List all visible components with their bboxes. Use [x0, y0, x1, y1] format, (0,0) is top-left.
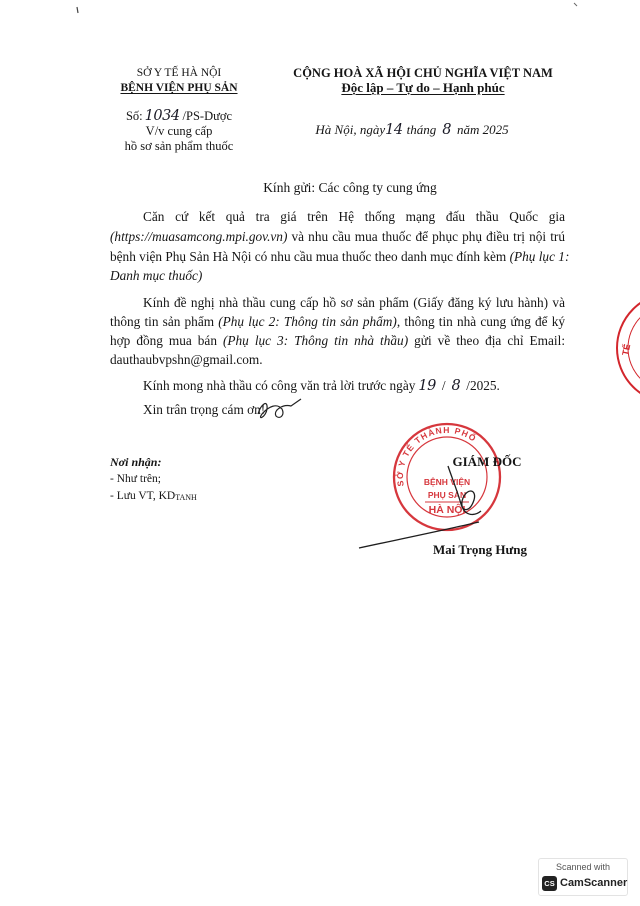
distribution-item: - Như trên; — [110, 473, 161, 485]
closing-line: Xin trân trọng cám ơn! — [143, 402, 266, 417]
watermark-brand: CamScanner — [560, 877, 628, 889]
appendix-3-ref: (Phụ lục 3: Thông tin nhà thầu) — [222, 333, 409, 348]
issue-date-month: 8 — [442, 122, 451, 138]
body-p1-line1: Căn cứ kết quả tra giá trên Hệ thống mạng đấu thầu Quốc gia — [143, 209, 565, 224]
appendix-2-ref: (Phụ lục 2: Thông tin sản phẩm) — [218, 314, 397, 329]
appendix-1-ref: (Phụ lục 1: — [509, 249, 570, 264]
official-stamp — [394, 424, 500, 530]
document-number-handwritten: 1034 — [144, 108, 180, 124]
body-p2-line2-text-b: , thông tin nhà cung ứng để ký — [396, 314, 566, 329]
body-p1-line3-text: bệnh viện Phụ Sản Hà Nội có nhu cầu mua thuốc theo danh mục đính kèm — [110, 249, 510, 264]
director-signature — [359, 466, 481, 548]
body-p2-line2 — [110, 314, 565, 330]
body-p2-line3 — [110, 333, 565, 349]
distribution-item-text: - Lưu VT, KD — [110, 490, 176, 502]
hospital-name: BỆNH VIỆN PHỤ SẢN — [120, 82, 238, 94]
side-stamp — [617, 293, 640, 403]
body-p3-line — [143, 378, 500, 394]
side-stamp-ring — [617, 293, 640, 403]
deadline-year: /2025. — [466, 378, 500, 393]
body-p2-line1: Kính đề nghị nhà thầu cung cấp hồ sơ sản phẩm (Giấy đăng ký lưu hành) và — [143, 295, 565, 310]
body-p1-line4: Danh mục thuốc) — [110, 268, 203, 283]
side-stamp-text: TẾ — [620, 343, 633, 357]
watermark-caption: Scanned with — [555, 862, 611, 872]
issue-date-day: 14 — [385, 122, 403, 138]
deadline-day: 19 — [418, 378, 436, 394]
distribution-title: Nơi nhận: — [110, 455, 162, 469]
issuing-authority: SỞ Y TẾ HÀ NỘI — [136, 67, 222, 79]
stamp-line-2: PHỤ SẢN — [427, 490, 467, 500]
camscanner-logo-icon: CS — [542, 876, 557, 891]
document-number-label: Số: — [125, 109, 143, 123]
procurement-url: (https://muasamcong.mpi.gov.vn) — [110, 229, 288, 244]
country-name: CỘNG HOÀ XÃ HỘI CHỦ NGHĨA VIỆT NAM — [293, 66, 553, 80]
body-p1-line3 — [110, 249, 570, 265]
issue-date-month-label: tháng — [406, 122, 437, 137]
body-p2-line3-text-b: gửi về theo địa chỉ Email: — [408, 333, 566, 348]
drafter-initials: TANH — [175, 493, 197, 502]
deadline-text: Kính mong nhà thầu có công văn trả lời trước ngày — [143, 378, 416, 393]
deadline-month: 8 — [451, 378, 461, 394]
body-p1-line2 — [110, 229, 565, 245]
stamp-inner-ring — [407, 437, 487, 517]
national-motto: Độc lập – Tự do – Hạnh phúc — [341, 80, 505, 95]
camscanner-watermark — [538, 858, 628, 896]
subject-line-1: V/v cung cấp — [145, 124, 213, 138]
side-stamp-inner-ring — [628, 304, 640, 392]
deadline-separator: / — [441, 378, 446, 393]
signatory-name: Mai Trọng Hưng — [433, 542, 527, 557]
subject-line-2: hồ sơ sản phẩm thuốc — [124, 139, 234, 153]
contact-email: dauthaubvpshn@gmail.com. — [110, 352, 263, 367]
document-number — [99, 108, 259, 124]
scan-speck — [77, 7, 78, 13]
stamp-line-3: HÀ NỘI — [428, 504, 466, 516]
body-p1-line2-text: và nhu cầu mua thuốc để phục phụ điều trị nội trú — [287, 229, 565, 244]
document-number-suffix: /PS-Dược — [182, 109, 233, 123]
scan-speck — [574, 3, 577, 6]
stamp-outer-ring — [394, 424, 500, 530]
distribution-item — [110, 488, 197, 506]
issue-date-prefix: Hà Nội, ngày — [315, 122, 386, 137]
issue-date-year: năm 2025 — [456, 122, 509, 137]
signatory-title: GIÁM ĐỐC — [452, 454, 522, 469]
body-p2-line3-text-a: hợp đồng mua bán — [110, 333, 223, 348]
stamp-line-1: BỆNH VIỆN — [423, 477, 471, 487]
issue-date — [272, 122, 552, 138]
body-p2-line2-text-a: thông tin sản phẩm — [110, 314, 219, 329]
recipient-line: Kính gửi: Các công ty cung ứng — [263, 180, 437, 195]
stamp-ring-label: SỞ Y TẾ THÀNH PHỐ — [394, 424, 479, 488]
